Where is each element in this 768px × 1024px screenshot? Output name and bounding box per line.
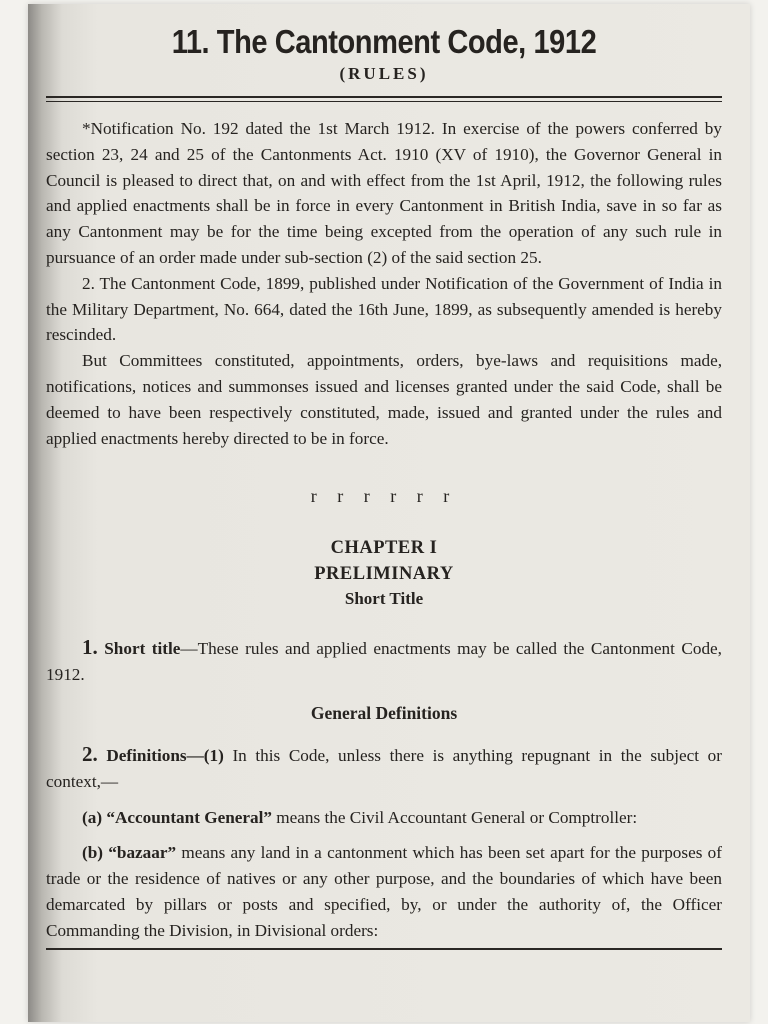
footer-rule: [46, 948, 722, 950]
document-page: [28, 4, 750, 1022]
section-2-number: 2.: [82, 741, 98, 766]
definition-a: [46, 805, 722, 831]
general-definitions-heading: General Definitions: [310, 702, 458, 723]
definition-a-term: “Accountant General”: [106, 807, 272, 827]
chapter-number: CHAPTER I: [330, 538, 438, 559]
section-2: [46, 742, 722, 795]
definition-a-label: (a): [82, 807, 103, 827]
definition-b-text: means any land in a cantonment which has been set apart for the purposes of trade or the residence of natives or any other purpose, and the boundaries of which have been demarcated by pillars or posts and specified, by, or under the authority of, the Officer Commanding the Division, in Divisional orders:: [46, 843, 722, 940]
section-2-text: In this Code, unless there is anything repugnant in the subject or context,—: [46, 745, 722, 791]
page-subtitle: (RULES): [339, 64, 429, 83]
rescission-paragraph: 2. The Cantonment Code, 1899, published under Notification of the Government of India in the Military Department, No. 664, dated the 16th June, 1899, as subsequently amended is hereby rescinded.: [46, 273, 722, 345]
page-content: [46, 4, 722, 950]
ornament-divider: r r r r r r: [310, 486, 458, 507]
definition-b: [46, 840, 722, 943]
savings-paragraph: But Committees constituted, appointments, orders, bye-laws and requisitions made, notifications, notices and summonses issued and licenses granted under the said Code, shall be deemed to have been respectively constituted, made, issued and granted under the rules and applied enactments hereby directed to be in force.: [46, 351, 722, 448]
definition-a-text: means the Civil Accountant General or Comptroller:: [272, 807, 638, 827]
definition-b-term: “bazaar”: [108, 843, 177, 863]
section-1-heading: Short title: [104, 639, 181, 659]
section-2-heading: Definitions: [106, 745, 187, 765]
chapter-subheading: Short Title: [344, 589, 424, 609]
section-2-clause: —(1): [186, 745, 224, 765]
section-1-text: —These rules and applied enactments may be called the Cantonment Code, 1912.: [46, 639, 722, 685]
section-1-number: 1.: [82, 635, 98, 660]
notification-paragraph: *Notification No. 192 dated the 1st March 1912. In exercise of the powers conferred by section 23, 24 and 25 of the Cantonments Act. 1910 (XV of 1910), the Governor General in Council is pleased to direct that, on and with effect from the 1st April, 1912, the following rules and applied enactments shall be in force in every Cantonment in British India, save in so far as any Cantonment may be for the time being excepted from the operation of any such rule in pursuance of an order made under sub-section (2) of the said section 25.: [46, 119, 722, 267]
page-title: 11. The Cantonment Code, 1912: [171, 23, 597, 60]
chapter-name: PRELIMINARY: [314, 564, 454, 585]
definition-b-label: (b): [82, 843, 104, 863]
section-1: [46, 635, 722, 688]
header-rule: [46, 96, 722, 102]
